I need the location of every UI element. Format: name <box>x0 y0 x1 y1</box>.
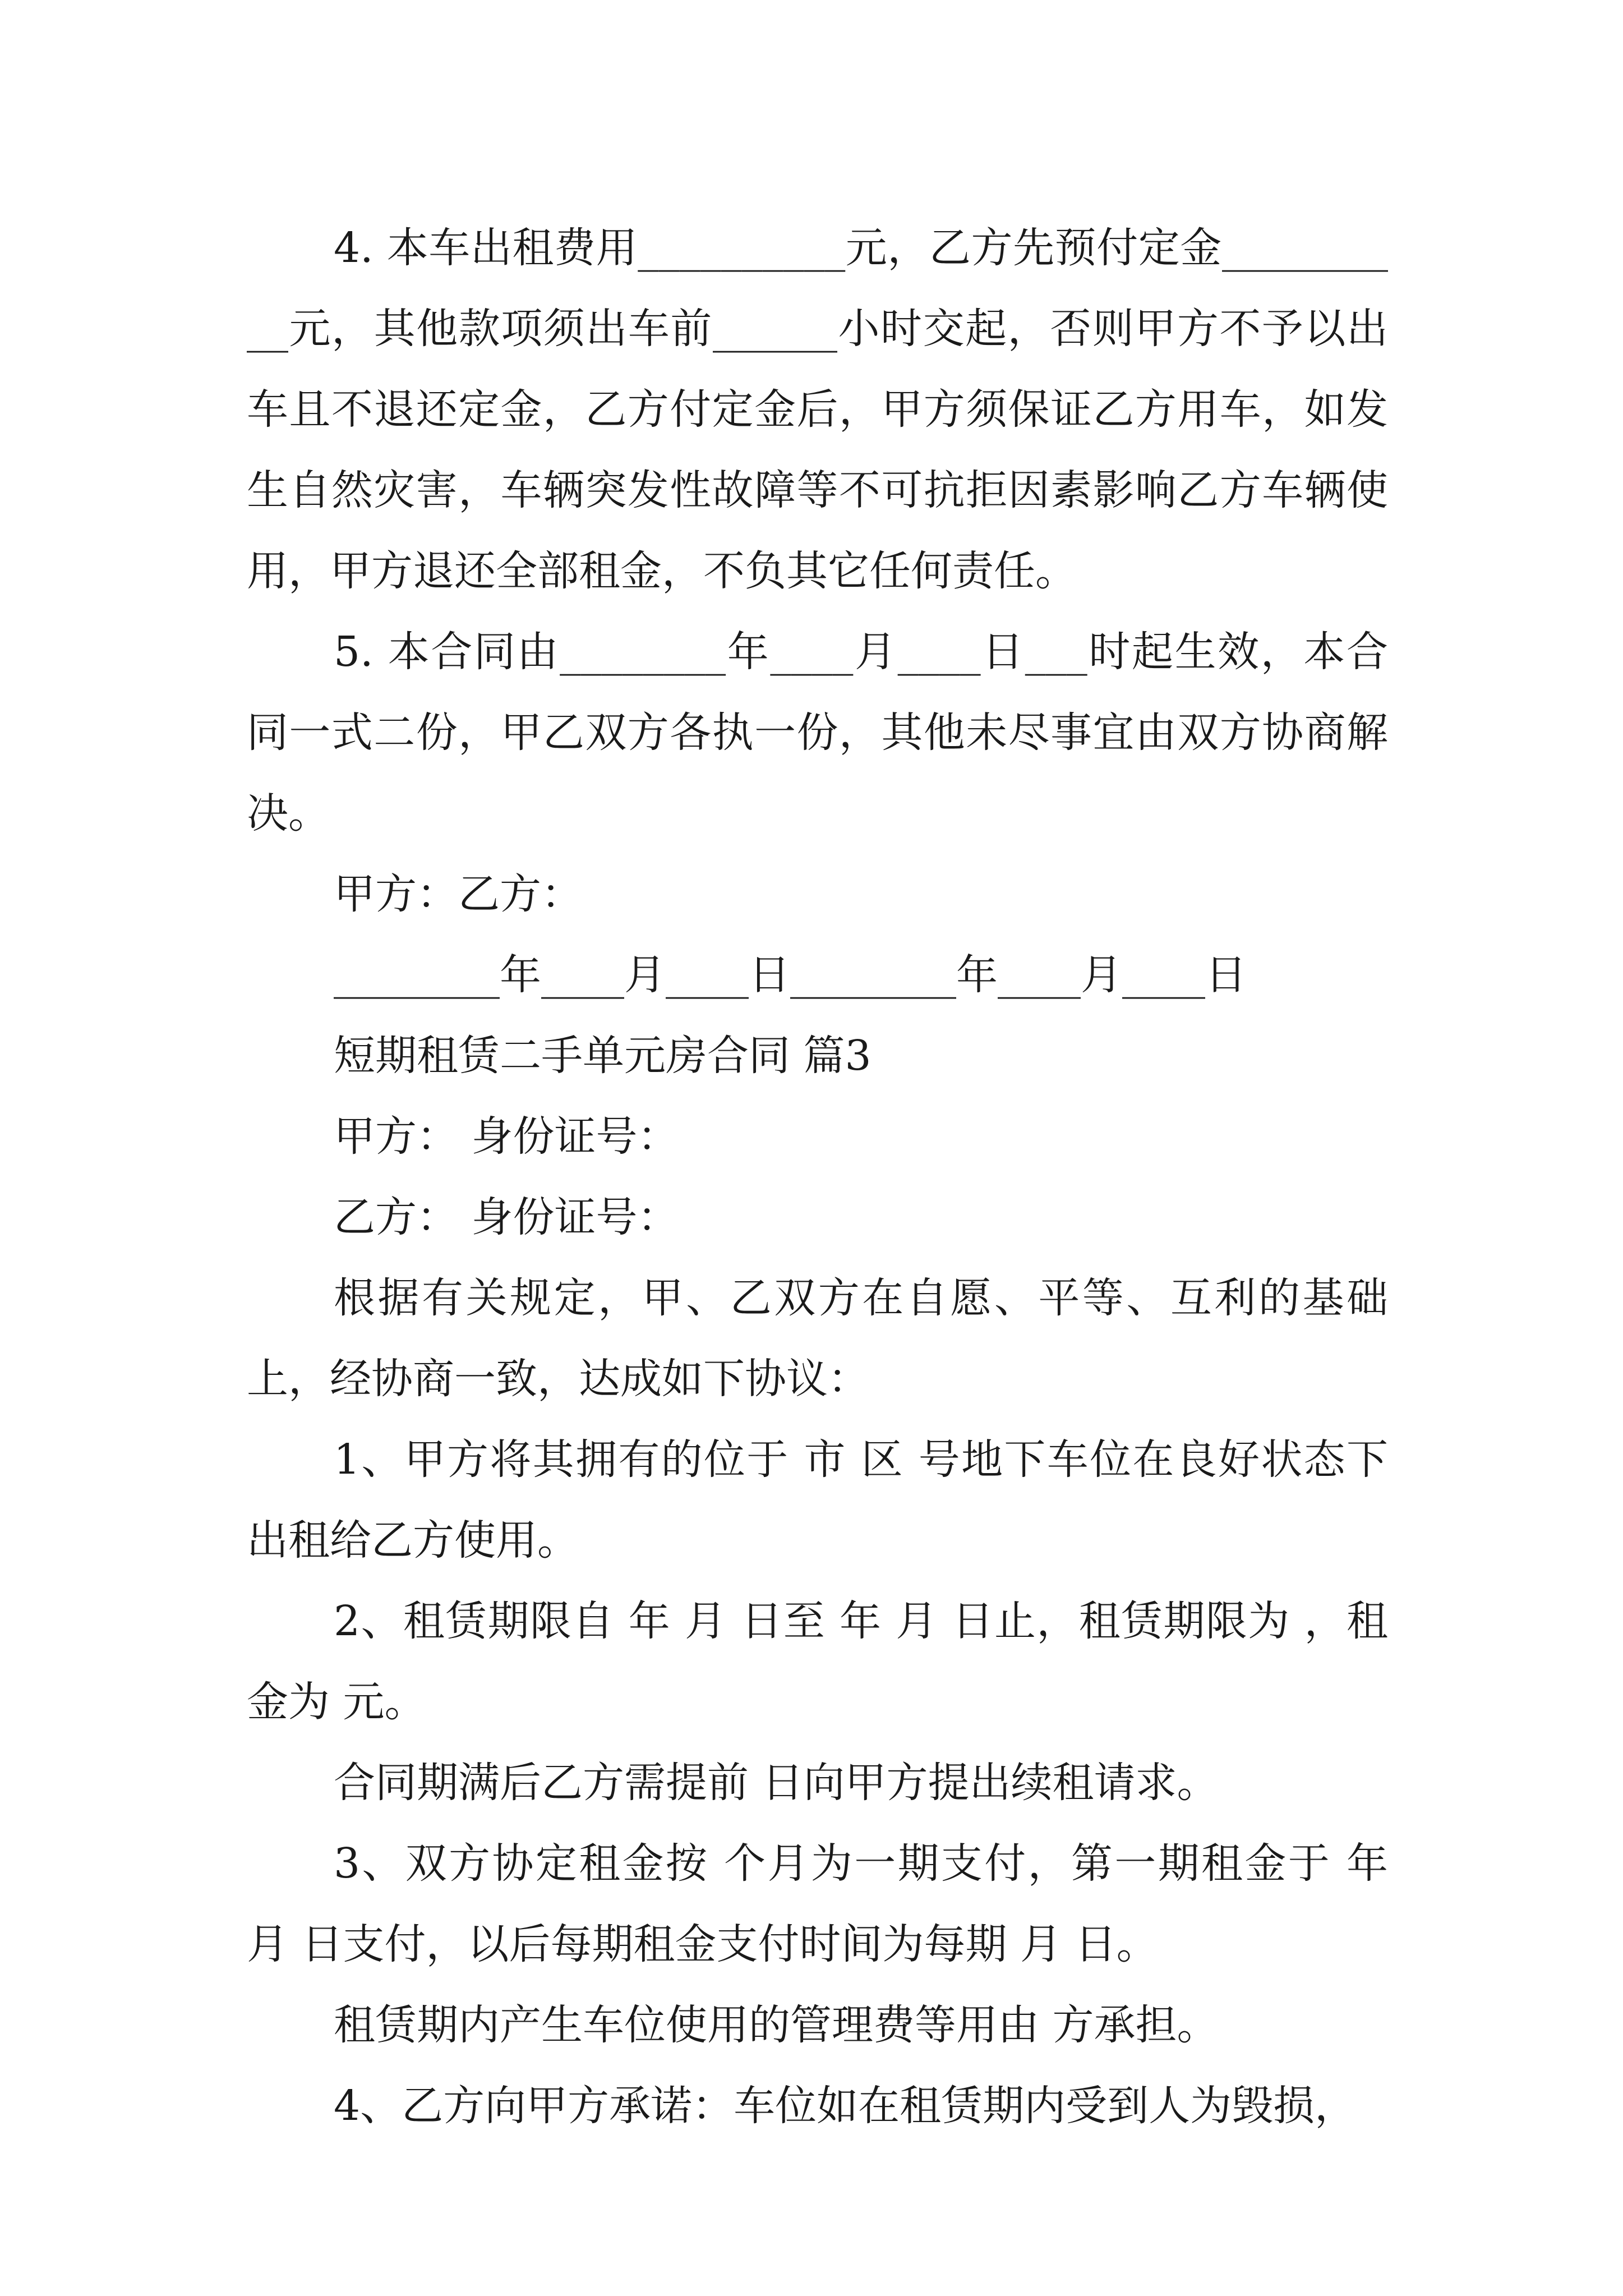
clause-2-lease-term: 2、租赁期限自 年 月 日至 年 月 日止，租赁期限为 ，租金为 元。 <box>247 1597 1388 1726</box>
clause-4-rental-fee: 4. 本车出租费用__________元，乙方先预付定金__________元，其他款项须出车前______小时交起，否则甲方不予以出车且不退还定金，乙方付定金后，甲方须保证乙方用车，如发生自然灾害，车辆突发性故障等不可抗拒因素影响乙方车辆使用，甲方退还全部租金，不负其它任何责任。 <box>247 224 1388 595</box>
clause-3-payment: 3、双方协定租金按 个月为一期支付，第一期租金于 年 月 日支付，以后每期租金支付时间为每期 月 日。 <box>247 1839 1388 1968</box>
clause-1-parking-space: 1、甲方将其拥有的位于 市 区 号地下车位在良好状态下出租给乙方使用。 <box>247 1435 1388 1565</box>
document-page <box>247 208 1388 2146</box>
signature-dates: ________年____月____日________年____月____日 <box>334 951 1247 999</box>
signature-parties: 甲方：乙方： <box>334 870 583 918</box>
party-b-id: 乙方： 身份证号： <box>334 1193 679 1241</box>
management-fee: 租赁期内产生车位使用的管理费等用由 方承担。 <box>334 2001 1219 2049</box>
section-heading: 短期租赁二手单元房合同 篇3 <box>334 1032 872 1080</box>
renewal-notice: 合同期满后乙方需提前 日向甲方提出续租请求。 <box>334 1759 1219 1807</box>
clause-4-damage: 4、乙方向甲方承诺：车位如在租赁期内受到人为毁损， <box>334 2082 1357 2130</box>
party-a-id: 甲方： 身份证号： <box>334 1112 679 1161</box>
clause-5-effective-date: 5. 本合同由________年____月____日___时起生效，本合同一式二份，甲乙双方各执一份，其他未尽事宜由双方协商解决。 <box>247 628 1388 838</box>
agreement-preamble: 根据有关规定，甲、乙双方在自愿、平等、互利的基础上，经协商一致，达成如下协议： <box>247 1274 1388 1403</box>
